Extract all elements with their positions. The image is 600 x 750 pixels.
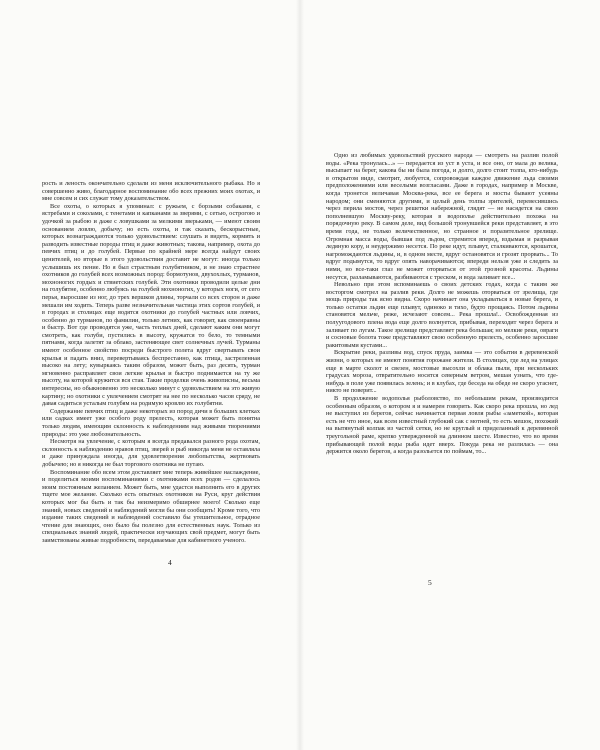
left-page bbox=[0, 0, 296, 750]
left-page-text bbox=[42, 180, 260, 552]
book-gutter bbox=[296, 0, 304, 750]
paragraph: Содержание певчих птиц и даже некоторых из пород дичи в больших клетках или садках имеет уже особого роду прелесть, которая может быть понятна только людям, имеющим склонность к наблюдениям над живыми творениями природы: это уже любознательность. bbox=[42, 407, 260, 438]
page-number: 4 bbox=[168, 558, 172, 567]
paragraph: Невольно при этом вспоминаешь о своих детских годах, когда с таким же восторгом смотрел на разлив реки. Долго не можешь оторваться от зрелища, где мощь природы так ясно видна. Скоро начинает она укладываться в новые берега, и только остатки льдин еще плывут, одиноко и тихо, будто прощаясь. Потом льдины становятся мельче, реже, исчезают совсем... Река прошла!.. Освобожденная из полуугодового плена вода еще долго волнуется, прибывая, переходит через берега и заливает по лугам. Такое зрелище представляет река большая; но мелкие реки, овраги и сосновые болота тоже представляют свою особенную прелесть, особенно заросшие ракитовыми кустами... bbox=[326, 281, 558, 349]
paragraph: Все охоты, о которых я упоминал: с ружьем, с борзыми собаками, с ястребами и соколами, с тенетами и капканами за зверями, с сетью, острогою и удочкой за рыбою и даже с ловушками за мелкими зверьками, — имеют своим основанием ловлю, добычу; но есть охоты, и так сказать, бескорыстные, которых вознаграждаются только удовольствием: слушать и видеть, кормить и разводить известные породы птиц и даже животных; такова, например, охота до певчих птиц и до голубей. Первые по крайней мере всегда найдут своих ценителей, но вторые в этого удовольствия доставит не могут: иногда только услышишь их пение. Но я был страстным голубятником, и не знаю страстнее охотников до голубей всех возможных пород: бормотунов, двухохлых, турманов, мохноногих гордых и ствиетских голубей. Эти охотники проводили целые дни на голубятне, особенно любуясь на голубей мохноногих, у которых ноги, от сего перья, выросшие из ног, до трех вершков длины, торчали со всех сторон и даже мешали им ходить. Теперь разве незначительная частица этих сортов голубей, и в городах и столицах еще водятся охотники до голубей частных или ловчих, особенно до турманов, по фамилии, только летних, как говорят, как своенравны и быстр. Вот где проводятся уже, часть теплых дней, сделают каким они могут смотреть, как голуби, пустились в высоту, кружатся то бело, то темными пятнами, когда залетят за облако, застеняющее свет солнечных лучей. Турманы имеют особенное свойство посреди быстрого полета вдруг свертывать свои крылья и падать вниз, перевертываясь беспрестанно, как птица, застреленная высоко на лету; кувыркаясь таким образом, может быть, раз десять, турман мгновенно расправляет свои легкие крылья и быстро поднимается на ту же высоту, на которой кружится вся стая. Такие проделки очень живописны, весьма интересны, но обыкновенно это несколько минут с удовольствием на это живую картину; но охотники с увлечением смотрят на нее по несколько часов сряду, не давая садиться усталым голубям на родимую кровлю их голубятни. bbox=[42, 202, 260, 408]
paragraph: Воспоминание обо всем этом доставляет мне теперь живейшее наслаждение, и поделиться моими воспоминаниями с охотниками всех родов — сделалось моим постоянным желанием. Может быть, мне удастся выполнить его в других тщете мое желание. Сколько есть опытных охотников на Руси, круг действия которых мог бы быть и так бы неизмеримо обширнее моего! Сколько еще знаний, новых сведений и наблюдений могли бы они сообщить! Кроме того, что издание таких сведений и наблюдений составило бы утешительное, отрадное чтение для знающих, оно было бы полезно для естественных наук. Только из специальных знаний людей, практически изучающих свой предмет, могут быть заимствованы живые подробности, передаваемые для кабинетного ученого. bbox=[42, 468, 260, 544]
paragraph: Одно из любимых удовольствий русского народа — смотреть на разлив полой воды. «Река тронулась...» — передается из уст в уста, и все оно, от мала до велика, высыпает на берег, какова бы ни была погода, и долго, долго стоит толпа, кто-нибудь в открытом виде, смотрит, любуется, сопровождая каждое движение льда своими предположениями или веселыми возгласами. Даже в городах, например в Москве, когда тронется величавая Москва-река, все ее берега и мосты бывают усеяны народом; они сменяются другими, и целый день толпы зрителей, перевесившись через перила мостов, через решетки набережной, глядят — не насядется на свою пополневшую Москву-реку, которая в водополье действительно похожа на порядочную реку. В самом деле, вид большой тронувшейся реки представляет, в это время года, не только величественное, но странное и поразительное зрелище. Огромная масса воды, бывшая под льдом, стремится вперед, вздымая и разрывая ледяную кору, и неудержимо несется. По реке идут, плывут, сталкиваются, крошатся, нагромождаются льдины, и, в одном месте, вдруг остановятся и грозят прорвать... То вдруг подымутся, то вдруг опять наворачиваются; впереди нельзя уже и следить за ними, но все-таки глаз не может оторваться от этой грозной красоты. Льдины несутся, разламываются, разбиваются с треском, и вода заливает все... bbox=[326, 152, 558, 281]
paragraph: рость и леность окончательно сделали из меня исключительного рыбака. Но я совершенно живо, благодарное воспоминание обо всех прежних моих охотах, и мне совсем и сих служат тому доказательством. bbox=[42, 180, 260, 203]
paragraph: Несмотря на увлечение, с которым я всегда предавался разного рода охотам, склонность к наблюдению нравов птиц, зверей и рыб никогда меня не оставляла и даже принуждала иногда, для удовлетворения любопытства, жертвовать добычею; но я никогда не был торгового охотника не путаю. bbox=[42, 438, 260, 468]
right-page-text bbox=[326, 152, 558, 570]
page-number: 5 bbox=[428, 578, 432, 587]
right-page bbox=[304, 0, 600, 750]
paragraph: Вскрытие реки, разливы вод, спуск пруда, заимка — это события в деревенской жизни, о которых не имеют понятия горожане жители. В столицах, где лед на улицах еще в марте сколот и свезен, мостовые высохли и облака пыли, при нескольких градусах мороза, отвратительно носятся северным ветром, мешая узнать, что где-нибудь в поле уже появилась зелень; и в клубах, где беседа на обеде не скоро угаснет, никто не поверит... bbox=[326, 349, 558, 395]
paragraph: В продолжение водополья рыболовство, по небольшим рекам, производится особенным образом, о котором я и намерен говорить. Как скоро река прошла, но лед не выступил из берегов, сейчас начинается первая ловля рыбы «заметкой», которая есть не что иное, как всем известный глубокий сак с мотней, то есть мешок, похожий на вытянутый колпак из частой сетки, но не круглый и приделанный к деревянной треугольной раме, крепко утвержденной на длинном шесте. Известно, что во время прибывающей полой воды рыба идет вверх. Покуда река не разлилась — она держится около берегов, а когда разольется по поймам, то... bbox=[326, 395, 558, 456]
